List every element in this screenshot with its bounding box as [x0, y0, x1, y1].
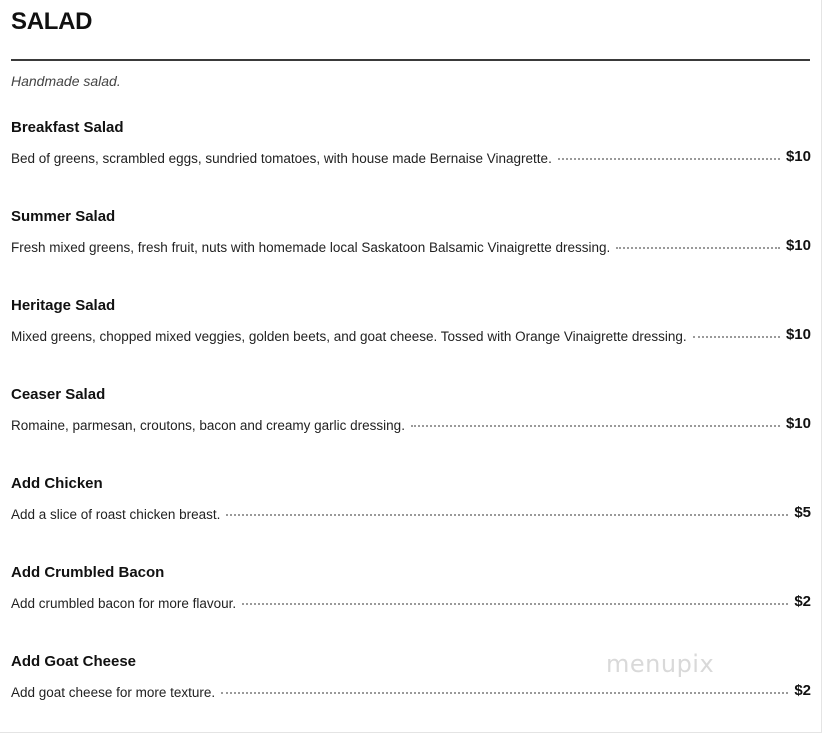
menu-item-name: Add Crumbled Bacon: [11, 564, 165, 581]
menu-item-line: [11, 684, 811, 701]
menu-item-description: Mixed greens, chopped mixed veggies, golden beets, and goat cheese. Tossed with Orange Vinaigrette dressing.: [11, 329, 687, 344]
menu-item: [11, 564, 811, 624]
menu-item-name: Add Chicken: [11, 475, 103, 492]
dotted-leader: [226, 514, 788, 516]
menu-item-price: $5: [794, 504, 811, 521]
menu-item-description: Add goat cheese for more texture.: [11, 685, 216, 700]
menu-item-line: [11, 150, 811, 167]
menu-item: [11, 208, 811, 268]
menu-item-description: Add a slice of roast chicken breast.: [11, 507, 221, 522]
menu-item-description: Romaine, parmesan, croutons, bacon and creamy garlic dressing.: [11, 418, 405, 433]
menu-item-name: Ceaser Salad: [11, 386, 106, 403]
title-divider: [11, 59, 810, 61]
dotted-leader: [558, 158, 780, 160]
dotted-leader: [693, 336, 780, 338]
menu-item-name: Breakfast Salad: [11, 119, 124, 136]
menu-item-name: Summer Salad: [11, 208, 116, 225]
menu-item-price: $10: [785, 148, 811, 165]
dotted-leader: [221, 692, 788, 694]
menu-item-price: $10: [785, 326, 811, 343]
menu-item-line: [11, 595, 811, 612]
menu-item: [11, 297, 811, 357]
menu-item-description: Bed of greens, scrambled eggs, sundried tomatoes, with house made Bernaise Vinagrette.: [11, 151, 552, 166]
menu-item-line: [11, 506, 811, 523]
section-subtitle: Handmade salad.: [11, 73, 121, 89]
menu-item-line: [11, 239, 811, 256]
menu-item: [11, 475, 811, 535]
menu-item-price: $10: [785, 237, 811, 254]
menu-item: [11, 386, 811, 446]
menu-item-price: $2: [794, 593, 811, 610]
menu-item-description: Add crumbled bacon for more flavour.: [11, 596, 237, 611]
menu-item-name: Add Goat Cheese: [11, 653, 137, 670]
dotted-leader: [411, 425, 780, 427]
dotted-leader: [242, 603, 788, 605]
watermark-logo: menupix: [606, 650, 715, 678]
section-title: SALAD: [11, 8, 93, 35]
menu-item-description: Fresh mixed greens, fresh fruit, nuts with homemade local Saskatoon Balsamic Vinaigrette dressing.: [11, 240, 611, 255]
menu-item-line: [11, 328, 811, 345]
menu-item-line: [11, 417, 811, 434]
menu-item-name: Heritage Salad: [11, 297, 116, 314]
menu-item: [11, 119, 811, 179]
menu-item-price: $2: [794, 682, 811, 699]
dotted-leader: [616, 247, 780, 249]
menu-item-price: $10: [785, 415, 811, 432]
